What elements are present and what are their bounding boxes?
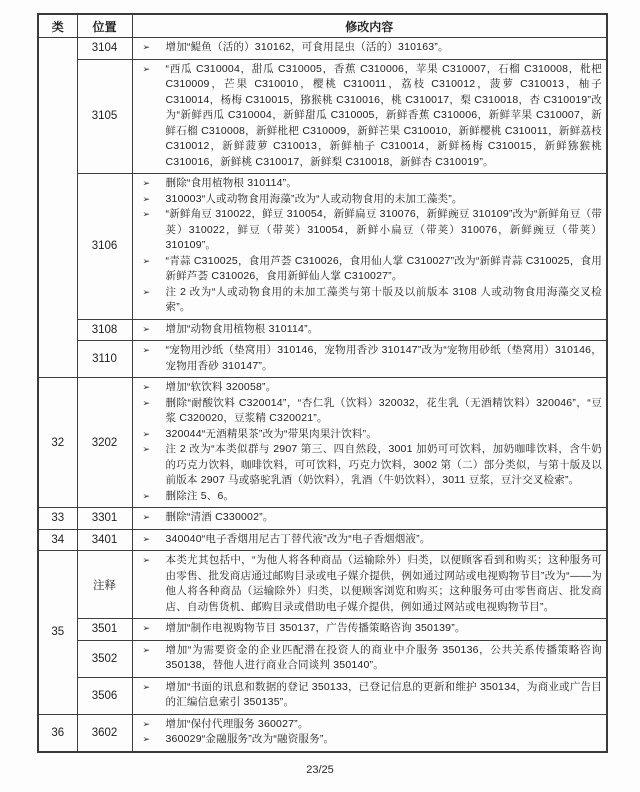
content-cell: [132, 508, 607, 530]
position-cell: 3108: [77, 319, 132, 341]
content-cell: [132, 529, 607, 551]
table-row: [38, 59, 607, 174]
arrow-bullet-icon: ➢: [142, 397, 151, 408]
table-row: [38, 619, 607, 641]
arrow-bullet-icon: ➢: [142, 345, 151, 355]
position-cell: 3401: [77, 529, 132, 551]
arrow-bullet-icon: ➢: [142, 178, 151, 188]
modification-text: 340040“电子香烟用尼古丁替代液”改为“电子香烟烟液”。: [165, 532, 431, 545]
arrow-bullet-icon: ➢: [142, 681, 151, 692]
content-cell: [132, 640, 607, 677]
modification-item: [141, 553, 603, 615]
position-cell: 注释: [77, 551, 132, 619]
modification-item: [141, 192, 603, 208]
modification-item: [141, 322, 603, 338]
modification-item: [141, 396, 603, 427]
class-cell: 35: [38, 551, 77, 715]
modification-item: [141, 717, 603, 733]
modification-item: [141, 176, 603, 192]
table-row: [38, 529, 607, 551]
arrow-bullet-icon: ➢: [142, 323, 151, 334]
modification-item: [141, 621, 603, 637]
modification-text: 增加“动物食用植物根 310114”。: [165, 322, 319, 335]
col-header-content: 修改内容: [132, 14, 607, 38]
modification-text: 本类尤其包括中，“为他人将各种商品（运输除外）归类，以便顾客看到和购买；这种服务可由零售、批发商店通过邮购目录或电子媒介提供，例如通过网站或电视购物节目”改为“——为他人将各种商品（运输除外）归类，以便顾客浏览和购买；这种服务可由零售商店、批发商店、自动售货机、邮购目录或借助电子媒介提供，例如通过网站或电视购物节目”。: [165, 554, 602, 613]
modification-text: 增加“书面的讯息和数据的登记 350133，已登记信息的更新和维护 350134，为商业或广告目的汇编信息索引 350135”。: [165, 680, 602, 708]
arrow-bullet-icon: ➢: [142, 382, 151, 392]
modification-item: [141, 62, 603, 171]
position-cell: 3602: [77, 714, 132, 752]
modification-item: [141, 207, 603, 254]
content-cell: [132, 378, 607, 508]
modification-item: [141, 380, 603, 396]
col-header-class: 类: [38, 14, 77, 38]
modification-text: “西瓜 C310004，甜瓜 C310005，香蕉 C310006，苹果 C310007，石榴 C310008，枇杷 C310009，芒果 C310010，樱桃 C310011，荔枝 C310012，菠萝 C310013，柚子 C310014，杨梅 C310015，猕猴桃 C310016，桃 C310017，梨 C310018，杏 C310019”改为“新鲜西瓜 C310004，新鲜甜瓜 C310005，新鲜香蕉 C310006，新鲜苹果 C310007，新鲜石榴 C310008，新鲜枇杷 C310009，新鲜芒果 C310010，新鲜樱桃 C310011，新鲜荔枝 C310012，新鲜菠萝 C310013，新鲜柚子 C310014，新鲜杨梅 C310015，新鲜猕猴桃 C310016，新鲜桃 C310017，新鲜梨 C310018，新鲜杏 C310019”。: [165, 62, 602, 168]
col-header-position: 位置: [77, 14, 132, 38]
page-number: 23/25: [306, 764, 334, 776]
modification-text: 360029“金融服务”改为“融资服务”。: [165, 733, 335, 745]
arrow-bullet-icon: ➢: [142, 623, 151, 633]
class-cell: 32: [38, 378, 77, 508]
position-cell: 3506: [77, 677, 132, 714]
arrow-bullet-icon: ➢: [142, 286, 151, 297]
position-cell: 3110: [77, 341, 132, 378]
content-cell: [132, 38, 607, 60]
modification-item: [141, 343, 603, 374]
modification-text: 删除“食用植物根 310114”。: [165, 177, 298, 189]
table-row: [38, 640, 607, 677]
modification-text: 删除“耐酸饮料 C320014”，“杏仁乳（饮料）320032，花生乳（无酒精饮料）320046”，“豆浆 C320020，豆浆精 C320021”。: [165, 396, 602, 424]
modification-text: 增加“保付代理服务 360027”。: [165, 717, 309, 730]
modification-text: 310003“人或动物食用海藻”改为“人或动物食用的未加工藻类”。: [165, 192, 463, 205]
position-cell: 3105: [77, 59, 132, 174]
modification-text: 增加“为需要资金的企业匹配潜在投资人的商业中介服务 350136，公共关系传播策略咨询 350138，替他人进行商业合同谈判 350140”。: [165, 643, 602, 671]
arrow-bullet-icon: ➢: [142, 533, 151, 544]
modification-text: 增加“鳀鱼（活的）310162，可食用昆虫（活的）310163”。: [165, 41, 449, 53]
modification-text: 删除“清酒 C330002”。: [165, 511, 274, 523]
content-cell: [132, 174, 607, 320]
modification-item: [141, 489, 603, 505]
arrow-bullet-icon: ➢: [142, 644, 151, 655]
modification-text: 注 2 改为“本类似群与 2907 第三、四自然段，3001 加奶可可饮料，加奶咖啡饮料，含牛奶的巧克力饮料，咖啡饮料，可可饮料，巧克力饮料，3002 第（二）部分类似，与第十版及以前版本 2907 马或骆驼乳酒（奶饮料），乳酒（牛奶饮料），3011 豆浆，豆汁交叉检索”。: [165, 443, 602, 486]
modification-item: [141, 532, 603, 548]
header-row: [38, 14, 607, 38]
arrow-bullet-icon: ➢: [142, 63, 151, 74]
arrow-bullet-icon: ➢: [142, 428, 151, 439]
content-cell: [132, 341, 607, 378]
modification-text: 增加“软饮料 320058”。: [165, 381, 277, 393]
table-row: [38, 341, 607, 378]
arrow-bullet-icon: ➢: [142, 490, 151, 501]
modification-item: [141, 40, 603, 56]
position-cell: 3202: [77, 378, 132, 508]
modification-item: [141, 254, 603, 285]
content-cell: [132, 59, 607, 174]
table-row: [38, 174, 607, 320]
position-cell: 3301: [77, 508, 132, 530]
modification-item: [141, 427, 603, 443]
arrow-bullet-icon: ➢: [142, 209, 151, 219]
position-cell: 3104: [77, 38, 132, 60]
modification-item: [141, 285, 603, 316]
table-row: [38, 551, 607, 619]
arrow-bullet-icon: ➢: [142, 42, 151, 52]
modification-text: “宠物用沙纸（垫窝用）310146，宠物用香沙 310147”改为“宠物用砂纸（垫窝用）310146，宠物用香砂 310147”。: [165, 344, 602, 372]
content-cell: [132, 677, 607, 714]
class-cell: 36: [38, 714, 77, 752]
table-row: [38, 378, 607, 508]
modification-text: “青蒜 C310025，食用芦荟 C310026，食用仙人掌 C310027”改为“新鲜青蒜 C310025，食用新鲜芦荟 C310026，食用新鲜仙人掌 C310027”。: [165, 254, 602, 282]
arrow-bullet-icon: ➢: [142, 255, 151, 266]
modification-text: 注 2 改为“人或动物食用的未加工藻类与第十版及以前版本 3108 人或动物食用海藻交叉检索”。: [165, 285, 602, 313]
arrow-bullet-icon: ➢: [142, 555, 151, 565]
modification-text: 删除注 5、6。: [165, 489, 235, 502]
arrow-bullet-icon: ➢: [142, 444, 151, 454]
arrow-bullet-icon: ➢: [142, 734, 151, 744]
table-row: [38, 508, 607, 530]
class-cell: [38, 38, 77, 378]
content-cell: [132, 714, 607, 752]
modification-item: [141, 732, 603, 748]
table-row: [38, 38, 607, 60]
class-cell: 34: [38, 529, 77, 551]
modification-text: “新鲜角豆 310022，鲜豆 310054，新鲜扁豆 310076，新鲜豌豆 310109”改为“新鲜角豆（带荚）310022，鲜豆（带荚）310054，新鲜小扁豆（带荚）310076，新鲜豌豆（带荚）310109”。: [165, 208, 602, 251]
position-cell: 3502: [77, 640, 132, 677]
modification-text: 增加“制作电视购物节目 350137，广告传播策略咨询 350139”。: [165, 622, 466, 634]
modification-item: [141, 510, 603, 526]
class-cell: 33: [38, 508, 77, 530]
table-row: [38, 714, 607, 752]
content-cell: [132, 619, 607, 641]
position-cell: 3501: [77, 619, 132, 641]
content-cell: [132, 551, 607, 619]
modification-text: 320044“无酒精果茶”改为“带果肉果汁饮料”。: [165, 427, 378, 440]
table-row: [38, 319, 607, 341]
content-cell: [132, 319, 607, 341]
modification-table: [37, 13, 608, 753]
arrow-bullet-icon: ➢: [142, 193, 151, 204]
modification-item: [141, 442, 603, 489]
modification-item: [141, 680, 603, 711]
arrow-bullet-icon: ➢: [142, 718, 151, 729]
table-row: [38, 677, 607, 714]
modification-item: [141, 643, 603, 674]
arrow-bullet-icon: ➢: [142, 512, 151, 522]
position-cell: 3106: [77, 174, 132, 320]
